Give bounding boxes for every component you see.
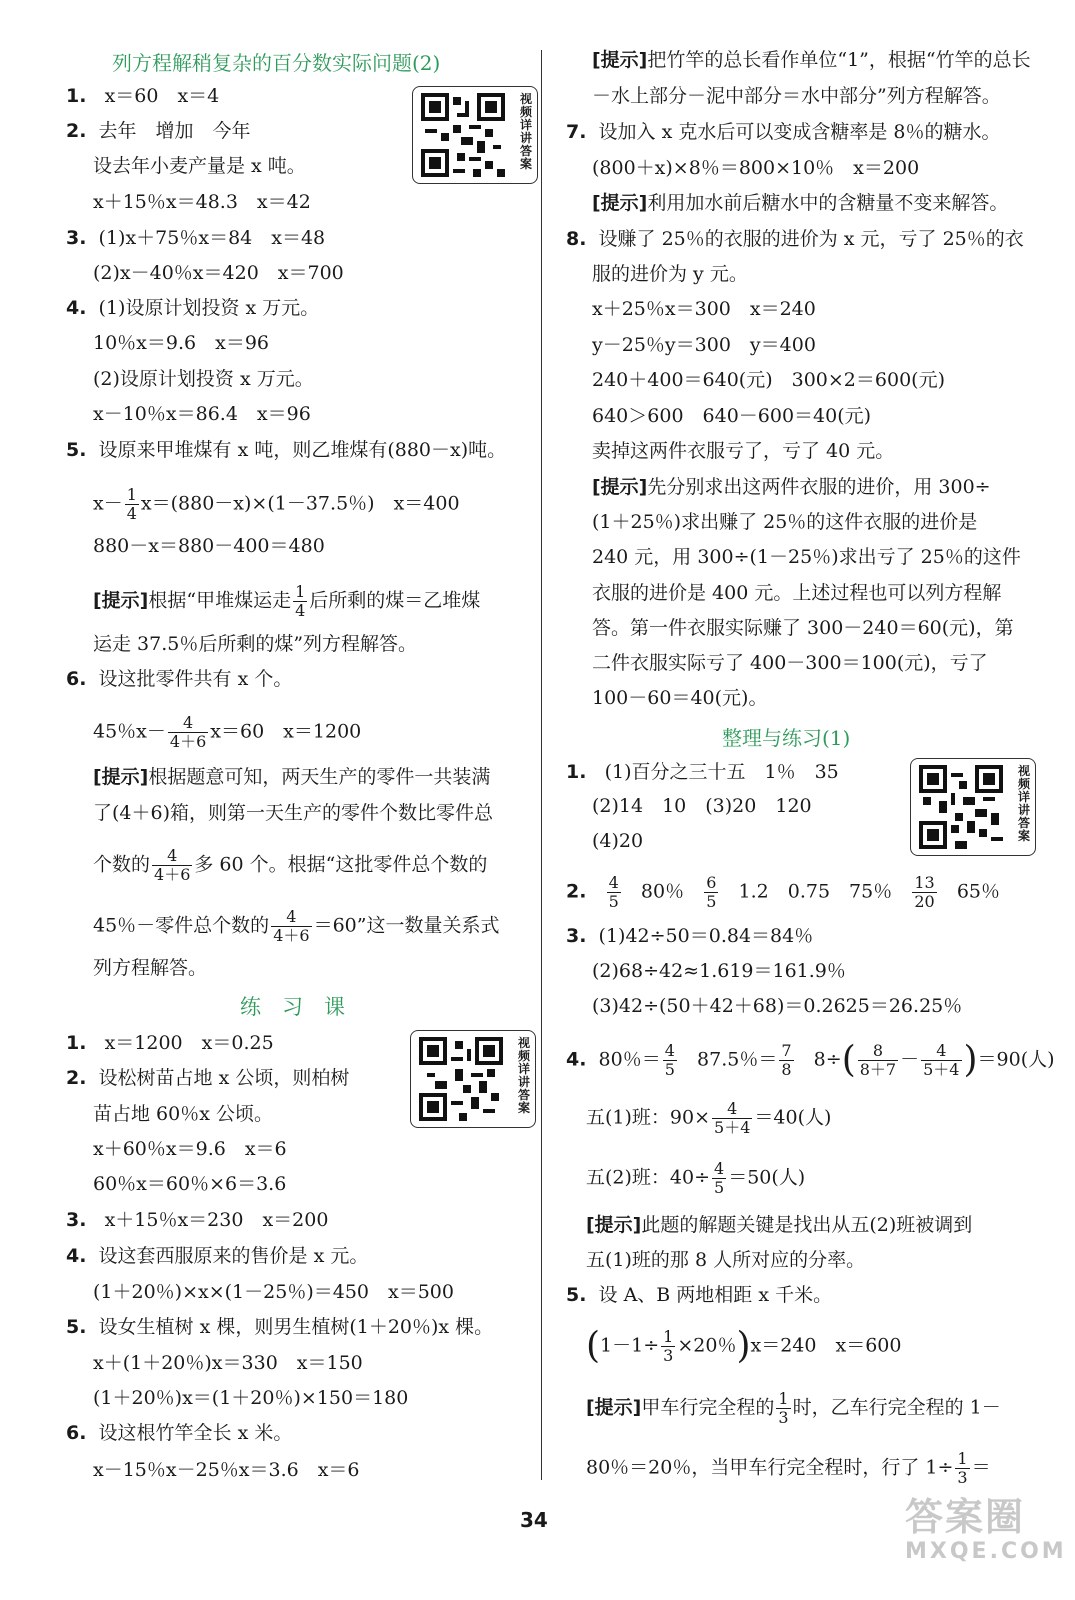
hint-line: －水上部分－泥中部分＝水中部分”列方程解答。	[592, 85, 1001, 107]
equation-line: x－ $\frac{1}{4}$ x＝(880－x)×(1－37.5％) x＝400	[93, 485, 460, 523]
fraction: $\frac{7}{8}$	[781, 1041, 792, 1079]
answer-line: (1＋20％)x＝(1＋20％)×150＝180	[93, 1387, 409, 1409]
answer-3: 3. (1)x＋75％x＝84 x＝48	[66, 227, 326, 249]
fraction: $\frac{13}{20}$	[914, 873, 935, 911]
qr-code-icon	[419, 93, 507, 177]
fraction: $\frac{4}{4+6}$	[273, 907, 310, 945]
answer-line: y－25％y＝300 y＝400	[592, 334, 816, 356]
answer-2: 2. 去年 增加 今年	[66, 120, 251, 142]
qr-code-icon	[917, 765, 1005, 849]
fraction: $\frac{4}{5}$	[664, 1041, 675, 1079]
equation-line: (1－1÷ $\frac{1}{3}$ ×20％)x＝240 x＝600	[586, 1325, 902, 1367]
answer-line: 240＋400＝640(元) 300×2＝600(元)	[592, 369, 945, 391]
fraction: $\frac{8}{8+7}$	[859, 1041, 897, 1079]
review-4: 4. 80％＝ $\frac{4}{5}$ 87.5％＝ $\frac{7}{8}$ 8÷( $\frac{8}{8+7}$ － $\frac{4}{5+4}$ )＝90(人)	[566, 1039, 1055, 1081]
answer-line: x＋25％x＝300 x＝240	[592, 298, 816, 320]
hint-line: [提示]此题的解题关键是找出从五(2)班被调到	[586, 1214, 973, 1236]
hint-line: 列方程解答。	[93, 957, 208, 979]
hint-line: [提示]利用加水前后糖水中的含糖量不变来解答。	[592, 192, 1009, 214]
hint-line: 答。第一件衣服实际赚了 300－240＝60(元)，第	[592, 617, 1014, 639]
fraction: $\frac{1}{3}$	[663, 1327, 674, 1365]
section-title-1: 列方程解稍复杂的百分数实际问题(2)	[112, 51, 441, 75]
answer-line: (4)20	[592, 830, 644, 852]
answer-line: (2)68÷42≈1.619＝161.9％	[592, 960, 846, 982]
answer-line: 苗占地 60％x 公顷。	[93, 1103, 273, 1125]
watermark-logo: 答案圈 MXQE.COM	[905, 1495, 1067, 1564]
qr-code-1[interactable]	[412, 86, 538, 184]
answer-8: 8. 设赚了 25％的衣服的进价为 x 元，亏了 25％的衣	[566, 228, 1024, 250]
qr-label: 视频详讲答案	[519, 92, 532, 171]
answer-line: (2)14 10 (3)20 120	[592, 795, 812, 817]
answer-line: x＋(1＋20％)x＝330 x＝150	[93, 1352, 363, 1374]
answer-line: 60％x＝60％×6＝3.6	[93, 1173, 287, 1195]
hint-line: 100－60＝40(元)。	[592, 687, 768, 709]
fraction: $\frac{1}{4}$	[295, 582, 306, 620]
hint-line: 运走 37.5％后所剩的煤”列方程解答。	[93, 633, 418, 655]
answer-line: (2)x－40％x＝420 x＝700	[93, 262, 344, 284]
answer-5: 5. 设原来甲堆煤有 x 吨，则乙堆煤有(880－x)吨。	[66, 439, 507, 461]
fraction: $\frac{4}{5}$	[608, 873, 619, 911]
answer-6: 6. 设这批零件共有 x 个。	[66, 668, 293, 690]
answer-line: (800＋x)×8％＝800×10％ x＝200	[592, 157, 920, 179]
fraction: $\frac{4}{5+4}$	[714, 1099, 751, 1137]
practice-2: 2. 设松树苗占地 x 公顷，则柏树	[66, 1067, 350, 1089]
section-title-2: 练 习 课	[240, 995, 345, 1019]
hint-line: [提示]根据“甲堆煤运走 $\frac{1}{4}$ 后所剩的煤＝乙堆煤	[93, 582, 481, 620]
qr-code-2[interactable]	[410, 1030, 536, 1128]
answer-line: 服的进价为 y 元。	[592, 263, 748, 285]
qr-label: 视频详讲答案	[517, 1036, 530, 1115]
hint-line: 个数的 $\frac{4}{4+6}$ 多 60 个。根据“这批零件总个数的	[93, 846, 488, 884]
hint-line: 了(4＋6)箱，则第一天生产的零件个数比零件总	[93, 802, 494, 824]
answer-line: x－10％x＝86.4 x＝96	[93, 403, 311, 425]
fraction: $\frac{4}{5}$	[714, 1159, 725, 1197]
fraction: $\frac{1}{3}$	[778, 1389, 789, 1427]
page-number: 34	[520, 1508, 548, 1532]
hint-line: 45％－零件总个数的 $\frac{4}{4+6}$ ＝60”这一数量关系式	[93, 907, 500, 945]
answer-line: x＋15％x＝48.3 x＝42	[93, 191, 311, 213]
answer-line: 卖掉这两件衣服亏了，亏了 40 元。	[592, 440, 895, 462]
review-5: 5. 设 A、B 两地相距 x 千米。	[566, 1284, 833, 1306]
column-divider	[541, 50, 542, 1480]
answer-line: (3)42÷(50＋42＋68)＝0.2625＝26.25％	[592, 995, 963, 1017]
practice-1: 1. x＝1200 x＝0.25	[66, 1032, 274, 1054]
hint-line: 240 元，用 300÷(1－25％)求出亏了 25％的这件	[592, 546, 1021, 568]
answer-1: 1. x＝60 x＝4	[66, 85, 220, 107]
hint-line: 衣服的进价是 400 元。上述过程也可以列方程解	[592, 582, 1002, 604]
qr-code-icon	[417, 1037, 505, 1121]
hint-line: 二件衣服实际亏了 400－300＝100(元)，亏了	[592, 652, 988, 674]
hint-line: 80％＝20％，当甲车行完全程时，行了 1÷ $\frac{1}{3}$ ＝	[586, 1449, 991, 1487]
practice-5: 5. 设女生植树 x 棵，则男生植树(1＋20％)x 棵。	[66, 1316, 494, 1338]
hint-line: [提示]根据题意可知，两天生产的零件一共装满	[93, 766, 491, 788]
answer-line: (1＋20％)×x×(1－25％)＝450 x＝500	[93, 1281, 454, 1303]
practice-6: 6. 设这根竹竿全长 x 米。	[66, 1422, 293, 1444]
practice-3: 3. x＋15％x＝230 x＝200	[66, 1209, 329, 1231]
fraction: $\frac{1}{4}$	[126, 485, 137, 523]
answer-line: 880－x＝880－400＝480	[93, 535, 325, 557]
fraction: $\frac{4}{4+6}$	[154, 846, 191, 884]
hint-line: [提示]先分别求出这两件衣服的进价，用 300÷	[592, 476, 991, 498]
review-1: 1. (1)百分之三十五 1％ 35	[566, 761, 839, 783]
answer-line: (2)设原计划投资 x 万元。	[93, 368, 314, 390]
answer-line: 五(1)班：90× $\frac{4}{5+4}$ ＝40(人)	[586, 1099, 832, 1137]
answer-4: 4. (1)设原计划投资 x 万元。	[66, 297, 320, 319]
answer-line: 五(2)班：40÷ $\frac{4}{5}$ ＝50(人)	[586, 1159, 806, 1197]
review-3: 3. (1)42÷50＝0.84＝84％	[566, 925, 814, 947]
answer-7: 7. 设加入 x 克水后可以变成含糖率是 8％的糖水。	[566, 121, 1001, 143]
answer-line: 设去年小麦产量是 x 吨。	[93, 155, 306, 177]
section-title-3: 整理与练习(1)	[722, 726, 851, 750]
practice-4: 4. 设这套西服原来的售价是 x 元。	[66, 1245, 369, 1267]
answer-line: 640＞600 640－600＝40(元)	[592, 405, 872, 427]
hint-line: [提示]把竹竿的总长看作单位“1”，根据“竹竿的总长	[592, 49, 1031, 71]
answer-line: x－15％x－25％x＝3.6 x＝6	[93, 1459, 360, 1481]
fraction: $\frac{4}{4+6}$	[169, 713, 207, 751]
answer-line: 10％x＝9.6 x＝96	[93, 332, 270, 354]
qr-label: 视频详讲答案	[1017, 764, 1030, 843]
review-2: 2. $\frac{4}{5}$ 80％ $\frac{6}{5}$ 1.2 0.75 75％ $\frac{13}{20}$ 65％	[566, 873, 1001, 911]
hint-line: 五(1)班的那 8 人所对应的分率。	[586, 1249, 866, 1271]
qr-code-3[interactable]	[910, 758, 1036, 856]
hint-line: (1＋25％)求出赚了 25％的这件衣服的进价是	[592, 511, 978, 533]
equation-line: 45％x－ $\frac{4}{4+6}$ x＝60 x＝1200	[93, 713, 362, 751]
answer-line: x＋60％x＝9.6 x＝6	[93, 1138, 287, 1160]
hint-line: [提示]甲车行完全程的 $\frac{1}{3}$ 时，乙车行完全程的 1－	[586, 1389, 1001, 1427]
fraction: $\frac{6}{5}$	[706, 873, 717, 911]
fraction: $\frac{4}{5+4}$	[923, 1041, 960, 1079]
fraction: $\frac{1}{3}$	[957, 1449, 968, 1487]
